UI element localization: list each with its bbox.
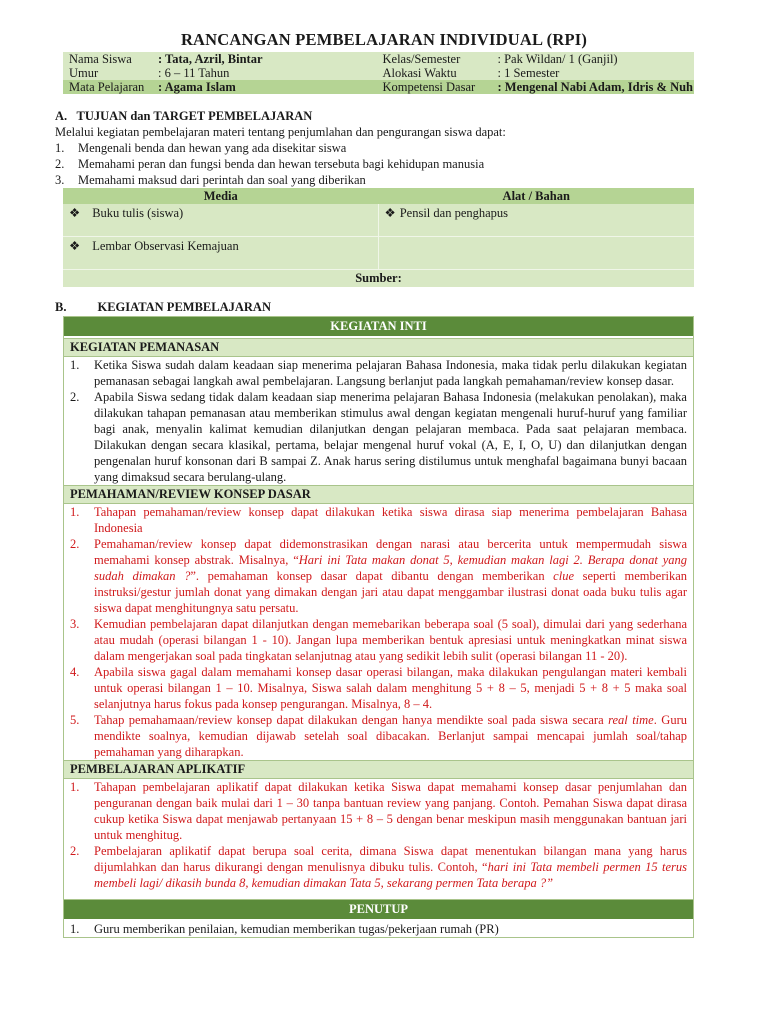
bullet-icon: ❖ (69, 239, 81, 253)
pemanasan-list (64, 357, 693, 485)
kompetensi-value: : Mengenal Nabi Adam, Idris & Nuh (497, 80, 694, 94)
list-item: 3. Kemudian pembelajaran dapat dilanjutkan dengan memebarikan beberapa soal (5 soal), dimulai dari yang sederhana atau mudah (operasi bilangan 1 - 10). Jangan lupa memberikan bentuk apresiasi untuk meningkatkan minat siswa dalam mengerjakan soal pada tingkatan selanjutnag atau yang sedikit lebih sulit (operasi bilangan 11 - 20). (70, 617, 687, 663)
pemanasan-heading: KEGIATAN PEMANASAN (64, 338, 693, 357)
kelas-value: : Pak Wildan/ 1 (Ganjil) (497, 52, 618, 66)
mapel-value: : Agama Islam (158, 80, 236, 94)
alat-item-empty (379, 237, 695, 269)
umur-label: Umur (69, 66, 99, 80)
alokasi-label: Alokasi Waktu (382, 66, 457, 80)
table-row (63, 236, 694, 269)
section-a-title: TUJUAN dan TARGET PEMBELAJARAN (76, 109, 313, 123)
aplikatif-heading: PEMBELAJARAN APLIKATIF (64, 760, 693, 779)
media-table (63, 188, 694, 287)
sumber-footer: Sumber: (63, 269, 694, 287)
nama-siswa-value: : Tata, Azril, Bintar (158, 52, 263, 66)
kelas-label: Kelas/Semester (382, 52, 461, 66)
section-a-list (55, 140, 484, 188)
mapel-label: Mata Pelajaran (69, 80, 145, 94)
bullet-icon: ❖ (69, 206, 81, 220)
section-b-title: KEGIATAN PEMBELAJARAN (97, 300, 271, 314)
list-item: 2. Memahami peran dan fungsi benda dan hewan tersebuta bagi kehidupan manusia (55, 157, 485, 171)
aplikatif-list (64, 779, 693, 891)
activities-table (63, 316, 694, 938)
list-item: 1. Tahapan pembelajaran aplikatif dapat dilakukan ketika Siswa dapat memahami konsep dasar penjumlahan dan penguranan dengan baik mulai dari 1 – 30 tanpa bantuan review yang panjang. Contoh. Pemahan Siswa dapat dirasa cukup ketika Siswa dapat menjawab pertanyaan 15 + 8 – 5 dengan benar meskipun masih menggunakan bantuan jari untuk menghitug. (70, 780, 687, 842)
media-column-header: Media (203, 189, 238, 203)
info-block (63, 52, 694, 94)
list-item: 1. Tahapan pemahaman/review konsep dapat dilakukan ketika siswa dirasa siap menerima pembelajaran Bahasa Indonesia (70, 505, 687, 535)
section-b-heading (55, 300, 271, 315)
media-item: Lembar Observasi Kemajuan (92, 239, 239, 253)
kompetensi-label: Kompetensi Dasar (382, 80, 476, 94)
list-item: 2. Pembelajaran aplikatif dapat berupa soal cerita, dimana Siswa dapat menentukan bilangan mana yang harus dijumlahkan dan harus dikurangi dengan menulisnya dibuku tulis. Contoh, “hari ini Tata membeli permen 15 terus membeli lagi/ dikasih bunda 8, kemudian dimakan Tata 5, sekarang permen Tata berapa ?” (70, 844, 688, 890)
media-table-header (63, 188, 694, 204)
nama-siswa-label: Nama Siswa (69, 52, 132, 66)
info-row-2 (63, 66, 694, 80)
review-heading: PEMAHAMAN/REVIEW KONSEP DASAR (64, 485, 693, 504)
list-item: 4. Apabila siswa gagal dalam memahami konsep dasar operasi bilangan, maka dilakukan pengulangan materi kembali untuk operasi bilangan 1 – 10. Misalnya, Siswa salah dalam menghitung 5 + 8 – 5, menjadi 5 + 8 + 5 maka soal selanjutnya harus fokus pada konsep pengurangan. Misalnya, 8 – 4. (70, 665, 687, 711)
list-item: 2. Pemahaman/review konsep dapat didemonstrasikan dengan narasi atau bercerita untuk mempermudah siswa memahami konsep abstrak. Misalnya, “Hari ini Tata makan donat 5, kemudian makan lagi 2. Berapa donat yang sudah dimakan ?”. pemahaman konsep dasar dapat dibantu dengan memberikan clue seperti memberikan instruksi/gestur jumlah donat yang dimakan dengan jari atau dapat menggambar ilustrasi donat oada buku tulis agar siswa dapat menghitungnya satu persatu. (70, 537, 687, 615)
list-item: 1. Guru memberikan penilaian, kemudian memberikan tugas/pekerjaan rumah (PR) (70, 922, 499, 936)
list-item: 3. Memahami maksud dari perintah dan soal yang diberikan (55, 173, 366, 187)
section-a-heading (55, 109, 312, 124)
list-item: 5. Tahap pemahamaan/review konsep dapat dilakukan dengan hanya mendikte soal pada siswa secara real time. Guru mendikte soalnya, kemudian dijawab setelah soal dibacakan. Berlanjut sampai mencapai jumlah soal/tahap pemahaman yang diharapkan. (70, 713, 687, 759)
list-item: 1. Mengenali benda dan hewan yang ada disekitar siswa (55, 141, 347, 155)
info-row-3 (63, 80, 694, 94)
info-row-1 (63, 52, 694, 66)
list-item: 1. Ketika Siswa sudah dalam keadaan siap menerima pelajaran Bahasa Indonesia, maka tidak perlu dilakukan kegiatan pemanasan sebagai langkah awal pembelajaran. Langsung berlanjut pada langkah pemahaman/review konsep dasar. (70, 358, 687, 388)
alat-bahan-column-header: Alat / Bahan (502, 189, 570, 203)
document-title: RANCANGAN PEMBELAJARAN INDIVIDUAL (RPI) (180, 30, 588, 49)
section-a-number: A. (55, 109, 68, 123)
table-row (63, 204, 694, 236)
alokasi-value: : 1 Semester (497, 66, 560, 80)
kegiatan-inti-bar: KEGIATAN INTI (64, 317, 693, 336)
alat-item: Pensil dan penghapus (399, 206, 509, 220)
section-a-intro: Melalui kegiatan pembelajaran materi tentang penjumlahan dan pengurangan siswa dapat: (55, 125, 506, 139)
penutup-bar: PENUTUP (64, 899, 693, 919)
bullet-icon: ❖ (384, 206, 396, 220)
list-item: 2. Apabila Siswa sedang tidak dalam keadaan siap menerima pelajaran Bahasa Indonesia (melakukan penolakan), maka dilakukan tahapan pemanasan atau memberikan stimulus awal dengan kegiatan mengenali huruf-huruf yang familiar bagi anak, menyalin kalimat kemudian dilanjutkan dengan pelajaran membaca. Pada saat pelajaran membaca. Dilakukan dengan secara klasikal, pertama, belajar mengenal huruf vokal (A, E, I, O, U) dan dilanjutkan dengan pengenalan huruf konsonan dari B sampai Z. Anak harus sering distilumus untuk menghafal bagaimana bunyi bacaan yang dimaksud secara berulang-ulang. (70, 390, 687, 484)
section-b-number: B. (55, 300, 67, 314)
media-item: Buku tulis (siswa) (92, 206, 184, 220)
umur-value: : 6 – 11 Tahun (158, 66, 230, 80)
review-list (64, 504, 693, 760)
penutup-list (64, 919, 693, 937)
